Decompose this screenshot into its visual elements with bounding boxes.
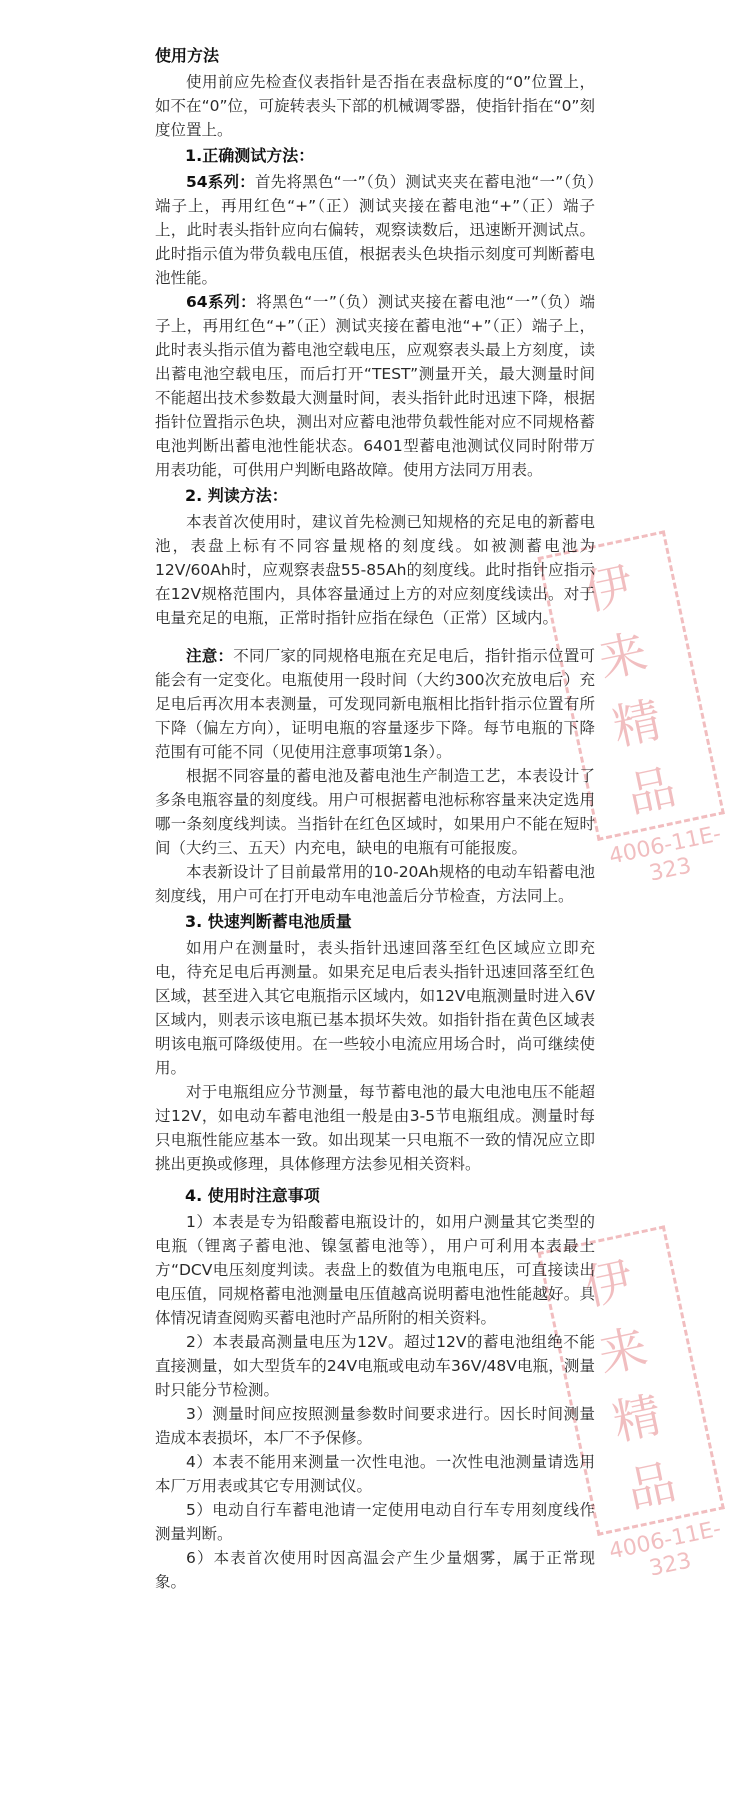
series-54-paragraph (155, 170, 595, 290)
series-64-text: 将黑色“一”（负）测试夹接在蓄电池“一”（负）端子上，再用红色“+”（正）测试夹接在蓄电池“+”（正）端子上，此时表头指示值为蓄电池空载电压，应观察表头最上方刻度，读出蓄电池空载电压，而后打开“TEST”测量开关，最大测量时间不能超出技术参数最大测量时间，表头指针此时迅速下降，根据指针位置指示色块，测出对应蓄电池带负载性能对应不同规格蓄电池判断出蓄电池性能状态。6401型蓄电池测试仪同时附带万用表功能，可供用户判断电路故障。使用方法同万用表。 (155, 293, 596, 479)
section-3-heading: 3. 快速判断蓄电池质量 (185, 912, 352, 931)
section-4-heading: 4. 使用时注意事项 (185, 1186, 320, 1205)
note-lead: 注意： (186, 647, 234, 665)
page-title: 使用方法 (155, 46, 220, 65)
section-1-heading: 1.正确测试方法： (185, 146, 315, 165)
watermark-number: 4006-11E-323 (606, 821, 724, 887)
reading-paragraph-3: 本表新设计了目前最常用的10-20Ah规格的电动车铅蓄电池刻度线，用户可在打开电动车电池盖后分节检查，方法同上。 (155, 863, 595, 905)
precaution-item-6: 6）本表首次使用时因高温会产生少量烟雾，属于正常现象。 (155, 1549, 595, 1591)
reading-paragraph-2: 根据不同容量的蓄电池及蓄电池生产制造工艺，本表设计了多条电瓶容量的刻度线。用户可根据蓄电池标称容量来决定选用哪一条刻度线判读。当指针在红色区域时，如果用户不能在短时间（大约三、五天）内充电，缺电的电瓶有可能报废。 (155, 767, 595, 857)
precaution-item-4: 4）本表不能用来测量一次性电池。一次性电池测量请选用本厂万用表或其它专用测试仪。 (155, 1453, 595, 1495)
intro-paragraph: 使用前应先检查仪表指针是否指在表盘标度的“0”位置上，如不在“0”位，可旋转表头下部的机械调零器，使指针指在“0”刻度位置上。 (155, 73, 595, 139)
precaution-item-3: 3）测量时间应按照测量参数时间要求进行。因长时间测量造成本表损坏，本厂不予保修。 (155, 1405, 595, 1447)
series-54-text: 首先将黑色“一”（负）测试夹夹在蓄电池“一”（负）端子上，再用红色“+”（正）测试夹接在蓄电池“+”（正）端子上，此时表头指针应向右偏转，观察读数后，迅速断开测试点。此时指示值为带负载电压值，根据表头色块指示刻度可判断蓄电池性能。 (155, 173, 595, 287)
watermark-number: 4006-11E-323 (606, 1516, 724, 1582)
series-64-lead: 64系列： (186, 293, 257, 311)
series-54-lead: 54系列： (186, 173, 256, 191)
precaution-item-5: 5）电动自行车蓄电池请一定使用电动自行车专用刻度线作测量判断。 (155, 1501, 595, 1543)
series-64-paragraph (155, 290, 595, 482)
note-text: 不同厂家的同规格电瓶在充足电后，指针指示位置可能会有一定变化。电瓶使用一段时间（大约300次充放电后）充足电后再次用本表测量，可发现同新电瓶相比指针指示位置有所下降（偏左方向），证明电瓶的容量逐步下降。每节电瓶的下降范围有可能不同（见使用注意事项第1条）。 (155, 647, 595, 761)
quality-paragraph-1: 如用户在测量时，表头指针迅速回落至红色区域应立即充电，待充足电后再测量。如果充足电后表头指针迅速回落至红色区域，甚至进入其它电瓶指示区域内，如12V电瓶测量时进入6V区域内，则表示该电瓶已基本损坏失效。如指针指在黄色区域表明该电瓶可降级使用。在一些较小电流应用场合时，尚可继续使用。 (155, 939, 595, 1077)
watermark-text: 伊 来 精 品 (537, 530, 724, 841)
text-column (155, 44, 595, 1594)
precaution-item-2: 2）本表最高测量电压为12V。超过12V的蓄电池组绝不能直接测量，如大型货车的24V电瓶或电动车36V/48V电瓶，测量时只能分节检测。 (155, 1333, 595, 1399)
watermark-text: 伊 来 精 品 (537, 1225, 724, 1536)
section-2-heading: 2. 判读方法： (185, 486, 288, 505)
note-paragraph (155, 644, 595, 764)
quality-paragraph-2: 对于电瓶组应分节测量，每节蓄电池的最大电池电压不能超过12V，如电动车蓄电池组一般是由3-5节电瓶组成。测量时每只电瓶性能应基本一致。如出现某一只电瓶不一致的情况应立即挑出更换或修理，具体修理方法参见相关资料。 (155, 1083, 595, 1173)
reading-paragraph-1: 本表首次使用时，建议首先检测已知规格的充足电的新蓄电池，表盘上标有不同容量规格的刻度线。如被测蓄电池为12V/60Ah时，应观察表盘55-85Ah的刻度线。此时指针应指示在12V规格范围内，具体容量通过上方的对应刻度线读出。对于电量充足的电瓶，正常时指针应指在绿色（正常）区域内。 (155, 513, 595, 627)
precaution-item-1: 1）本表是专为铅酸蓄电瓶设计的，如用户测量其它类型的电瓶（锂离子蓄电池、镍氢蓄电池等），用户可利用本表最上方“DCV电压刻度判读。表盘上的数值为电瓶电压，可直接读出电压值，同规格蓄电池测量电压值越高说明蓄电池性能越好。具体情况请查阅购买蓄电池时产品所附的相关资料。 (155, 1213, 595, 1327)
